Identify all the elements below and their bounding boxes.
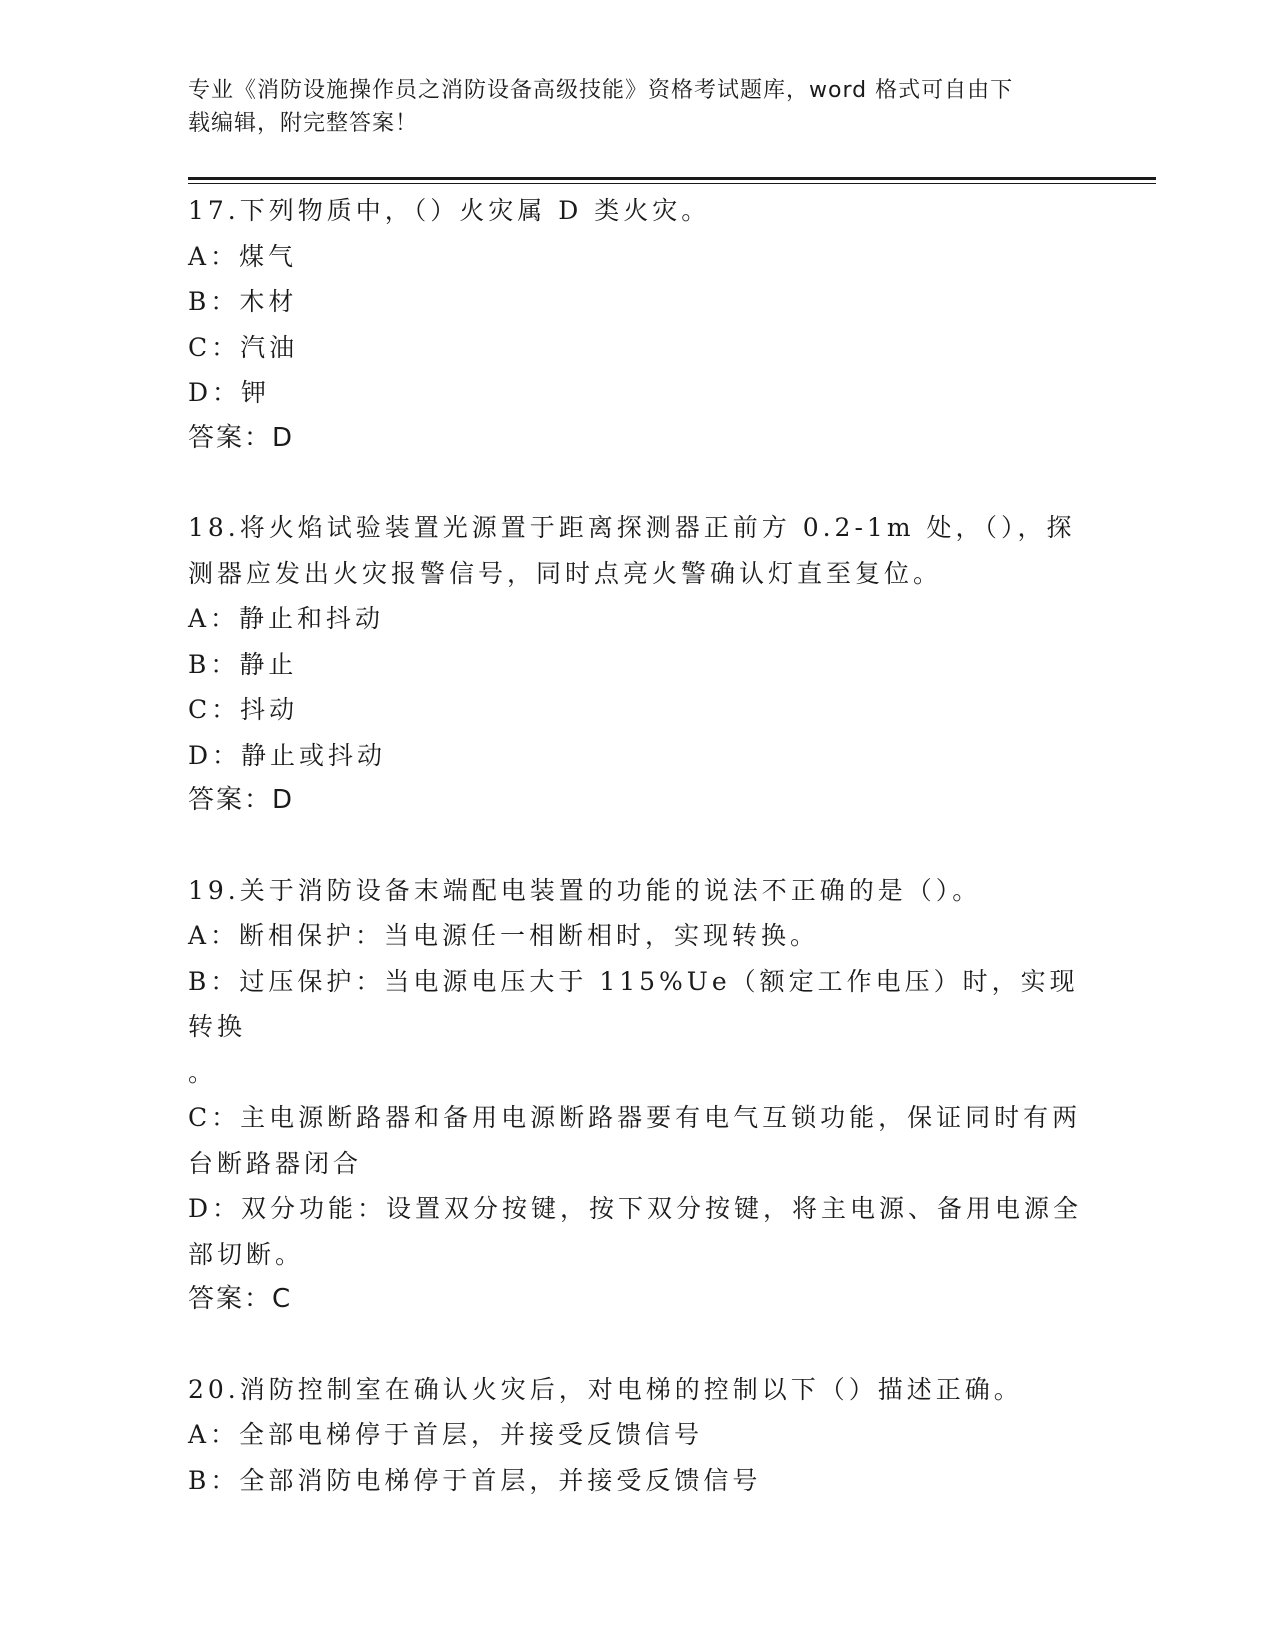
question-19 <box>188 868 1088 1323</box>
answer: 答案：C <box>188 1284 293 1314</box>
question-list <box>188 188 1088 1547</box>
question-stem: 20.消防控制室在确认火灾后，对电梯的控制以下（）描述正确。 <box>188 1374 1023 1404</box>
option-b-cont: 。 <box>188 1057 218 1087</box>
option-c: C：汽油 <box>188 332 299 362</box>
header-rule-thin <box>188 183 1156 184</box>
option-d: D：双分功能：设置双分按键，按下双分按键，将主电源、备用电源全 <box>188 1194 1083 1223</box>
option-c-cont: 台断路器闭合 <box>188 1148 363 1178</box>
header-rule-thick <box>188 177 1156 180</box>
header-line-1: 专业《消防设施操作员之消防设备高级技能》资格考试题库，word 格式可自由下 <box>188 78 1014 103</box>
option-b: B：过压保护：当电源电压大于 115%Ue（额定工作电压）时，实现转换 <box>188 966 1079 1041</box>
option-b: B：木材 <box>188 287 298 316</box>
option-c: C：主电源断路器和备用电源断路器要有电气互锁功能，保证同时有两 <box>188 1103 1082 1132</box>
option-d-cont: 部切断。 <box>188 1239 305 1269</box>
option-b: B：静止 <box>188 649 298 679</box>
option-a: A：全部电梯停于首层，并接受反馈信号 <box>188 1420 704 1449</box>
question-17 <box>188 188 1088 461</box>
option-c: C：抖动 <box>188 695 299 724</box>
option-b: B：全部消防电梯停于首层，并接受反馈信号 <box>188 1465 762 1495</box>
question-stem: 17.下列物质中，（）火灾属 D 类火灾。 <box>188 196 711 225</box>
question-18 <box>188 505 1088 824</box>
option-d: D：钾 <box>188 378 271 407</box>
question-stem: 18.将火焰试验装置光源置于距离探测器正前方 0.2-1m 处，（），探 <box>188 513 1076 542</box>
answer: 答案：D <box>188 785 295 815</box>
option-a: A：静止和抖动 <box>188 604 385 633</box>
question-stem-cont: 测器应发出火灾报警信号，同时点亮火警确认灯直至复位。 <box>188 558 943 588</box>
header-line-2: 载编辑，附完整答案！ <box>188 111 419 136</box>
option-a: A：煤气 <box>188 241 298 271</box>
document-header <box>188 74 1068 140</box>
option-a: A：断相保护：当电源任一相断相时，实现转换。 <box>188 921 820 950</box>
answer: 答案：D <box>188 422 295 453</box>
option-d: D：静止或抖动 <box>188 740 387 770</box>
question-20 <box>188 1367 1088 1504</box>
question-stem: 19.关于消防设备末端配电装置的功能的说法不正确的是（）。 <box>188 875 982 905</box>
